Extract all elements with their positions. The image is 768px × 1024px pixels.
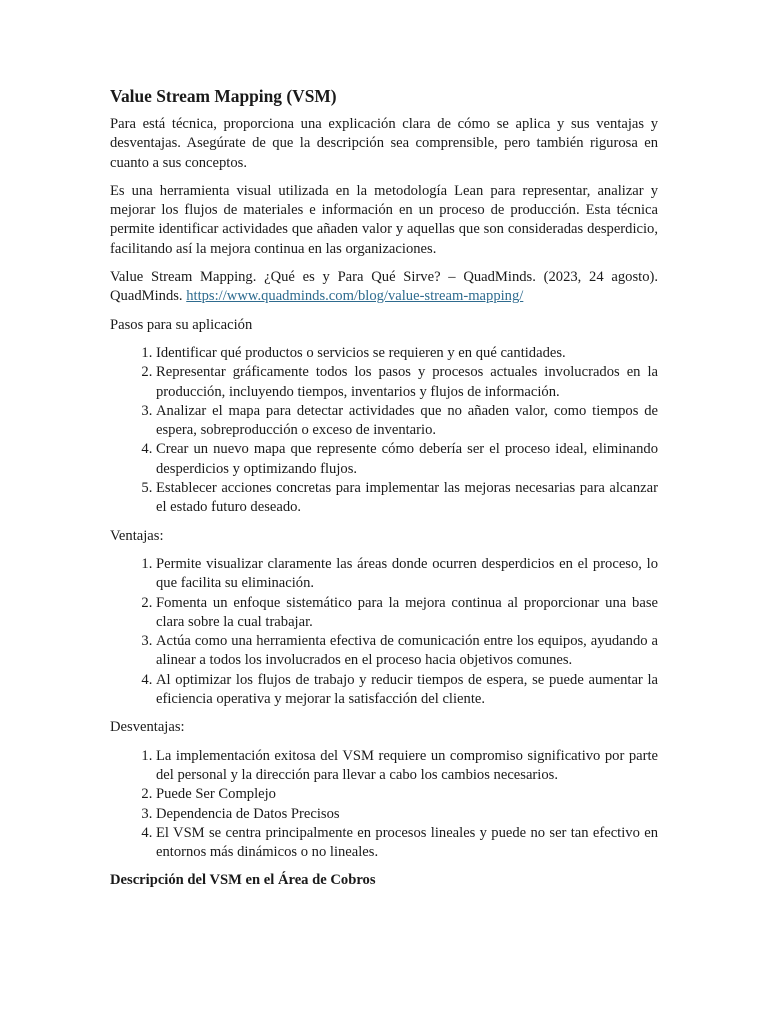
document-page bbox=[110, 84, 658, 900]
list-item: 2. Fomenta un enfoque sistemático para la mejora continua al proporcionar una base clara sobre la cual trabajar. bbox=[156, 594, 658, 633]
section-title: Descripción del VSM en el Área de Cobros bbox=[110, 872, 376, 889]
steps-list bbox=[110, 344, 658, 518]
list-item: 1. La implementación exitosa del VSM requiere un compromiso significativo por parte del personal y la dirección para llevar a cabo los cambios necesarios. bbox=[156, 747, 658, 786]
list-item: 3. Analizar el mapa para detectar actividades que no añaden valor, como tiempos de espera, sobreproducción o exceso de inventario. bbox=[156, 402, 658, 441]
intro-paragraph: Para está técnica, proporciona una explicación clara de cómo se aplica y sus ventajas y desventajas. Asegúrate de que la descripción sea comprensible, pero también rigurosa en cuanto a sus conceptos. bbox=[110, 116, 658, 171]
list-item: 4. Crear un nuevo mapa que represente cómo debería ser el proceso ideal, eliminando desperdicios y optimizando flujos. bbox=[156, 440, 658, 479]
disadvantages-list bbox=[110, 747, 658, 863]
list-item: 1. Permite visualizar claramente las áreas donde ocurren desperdicios en el proceso, lo que facilita su eliminación. bbox=[156, 555, 658, 594]
list-item: 4. El VSM se centra principalmente en procesos lineales y puede no ser tan efectivo en entornos más dinámicos o no lineales. bbox=[156, 824, 658, 863]
citation-paragraph bbox=[110, 268, 658, 307]
list-item: 4. Al optimizar los flujos de trabajo y reducir tiempos de espera, se puede aumentar la eficiencia operativa y mejorar la satisfacción del cliente. bbox=[156, 671, 658, 710]
list-item: 3. Dependencia de Datos Precisos bbox=[156, 805, 658, 824]
definition-paragraph: Es una herramienta visual utilizada en la metodología Lean para representar, analizar y mejorar los flujos de materiales e información en un proceso de producción. Esta técnica permite identificar actividades que añaden valor y aquellas que son consideradas desperdicio, facilitando así la mejora continua en las organizaciones. bbox=[110, 182, 658, 257]
advantages-list bbox=[110, 555, 658, 709]
advantages-heading: Ventajas: bbox=[110, 527, 164, 544]
list-item: 3. Actúa como una herramienta efectiva de comunicación entre los equipos, ayudando a alinear a todos los involucrados en el proceso hacia objetivos comunes. bbox=[156, 632, 658, 671]
disadvantages-heading: Desventajas: bbox=[110, 719, 185, 736]
steps-heading: Pasos para su aplicación bbox=[110, 316, 253, 333]
citation-text: Value Stream Mapping. ¿Qué es y Para Qué Sirve? – QuadMinds. (2023, 24 agosto). QuadMinds. bbox=[110, 269, 658, 305]
list-item: 2. Representar gráficamente todos los pasos y procesos actuales involucrados en la producción, incluyendo tiempos, inventarios y flujos de información. bbox=[156, 363, 658, 402]
list-item: 1. Identificar qué productos o servicios se requieren y en qué cantidades. bbox=[156, 344, 658, 363]
citation-link[interactable]: https://www.quadminds.com/blog/value-stream-mapping/ bbox=[186, 288, 524, 305]
document-title: Value Stream Mapping (VSM) bbox=[110, 86, 337, 106]
list-item: 5. Establecer acciones concretas para implementar las mejoras necesarias para alcanzar el estado futuro deseado. bbox=[156, 479, 658, 518]
list-item: 2. Puede Ser Complejo bbox=[156, 785, 658, 804]
